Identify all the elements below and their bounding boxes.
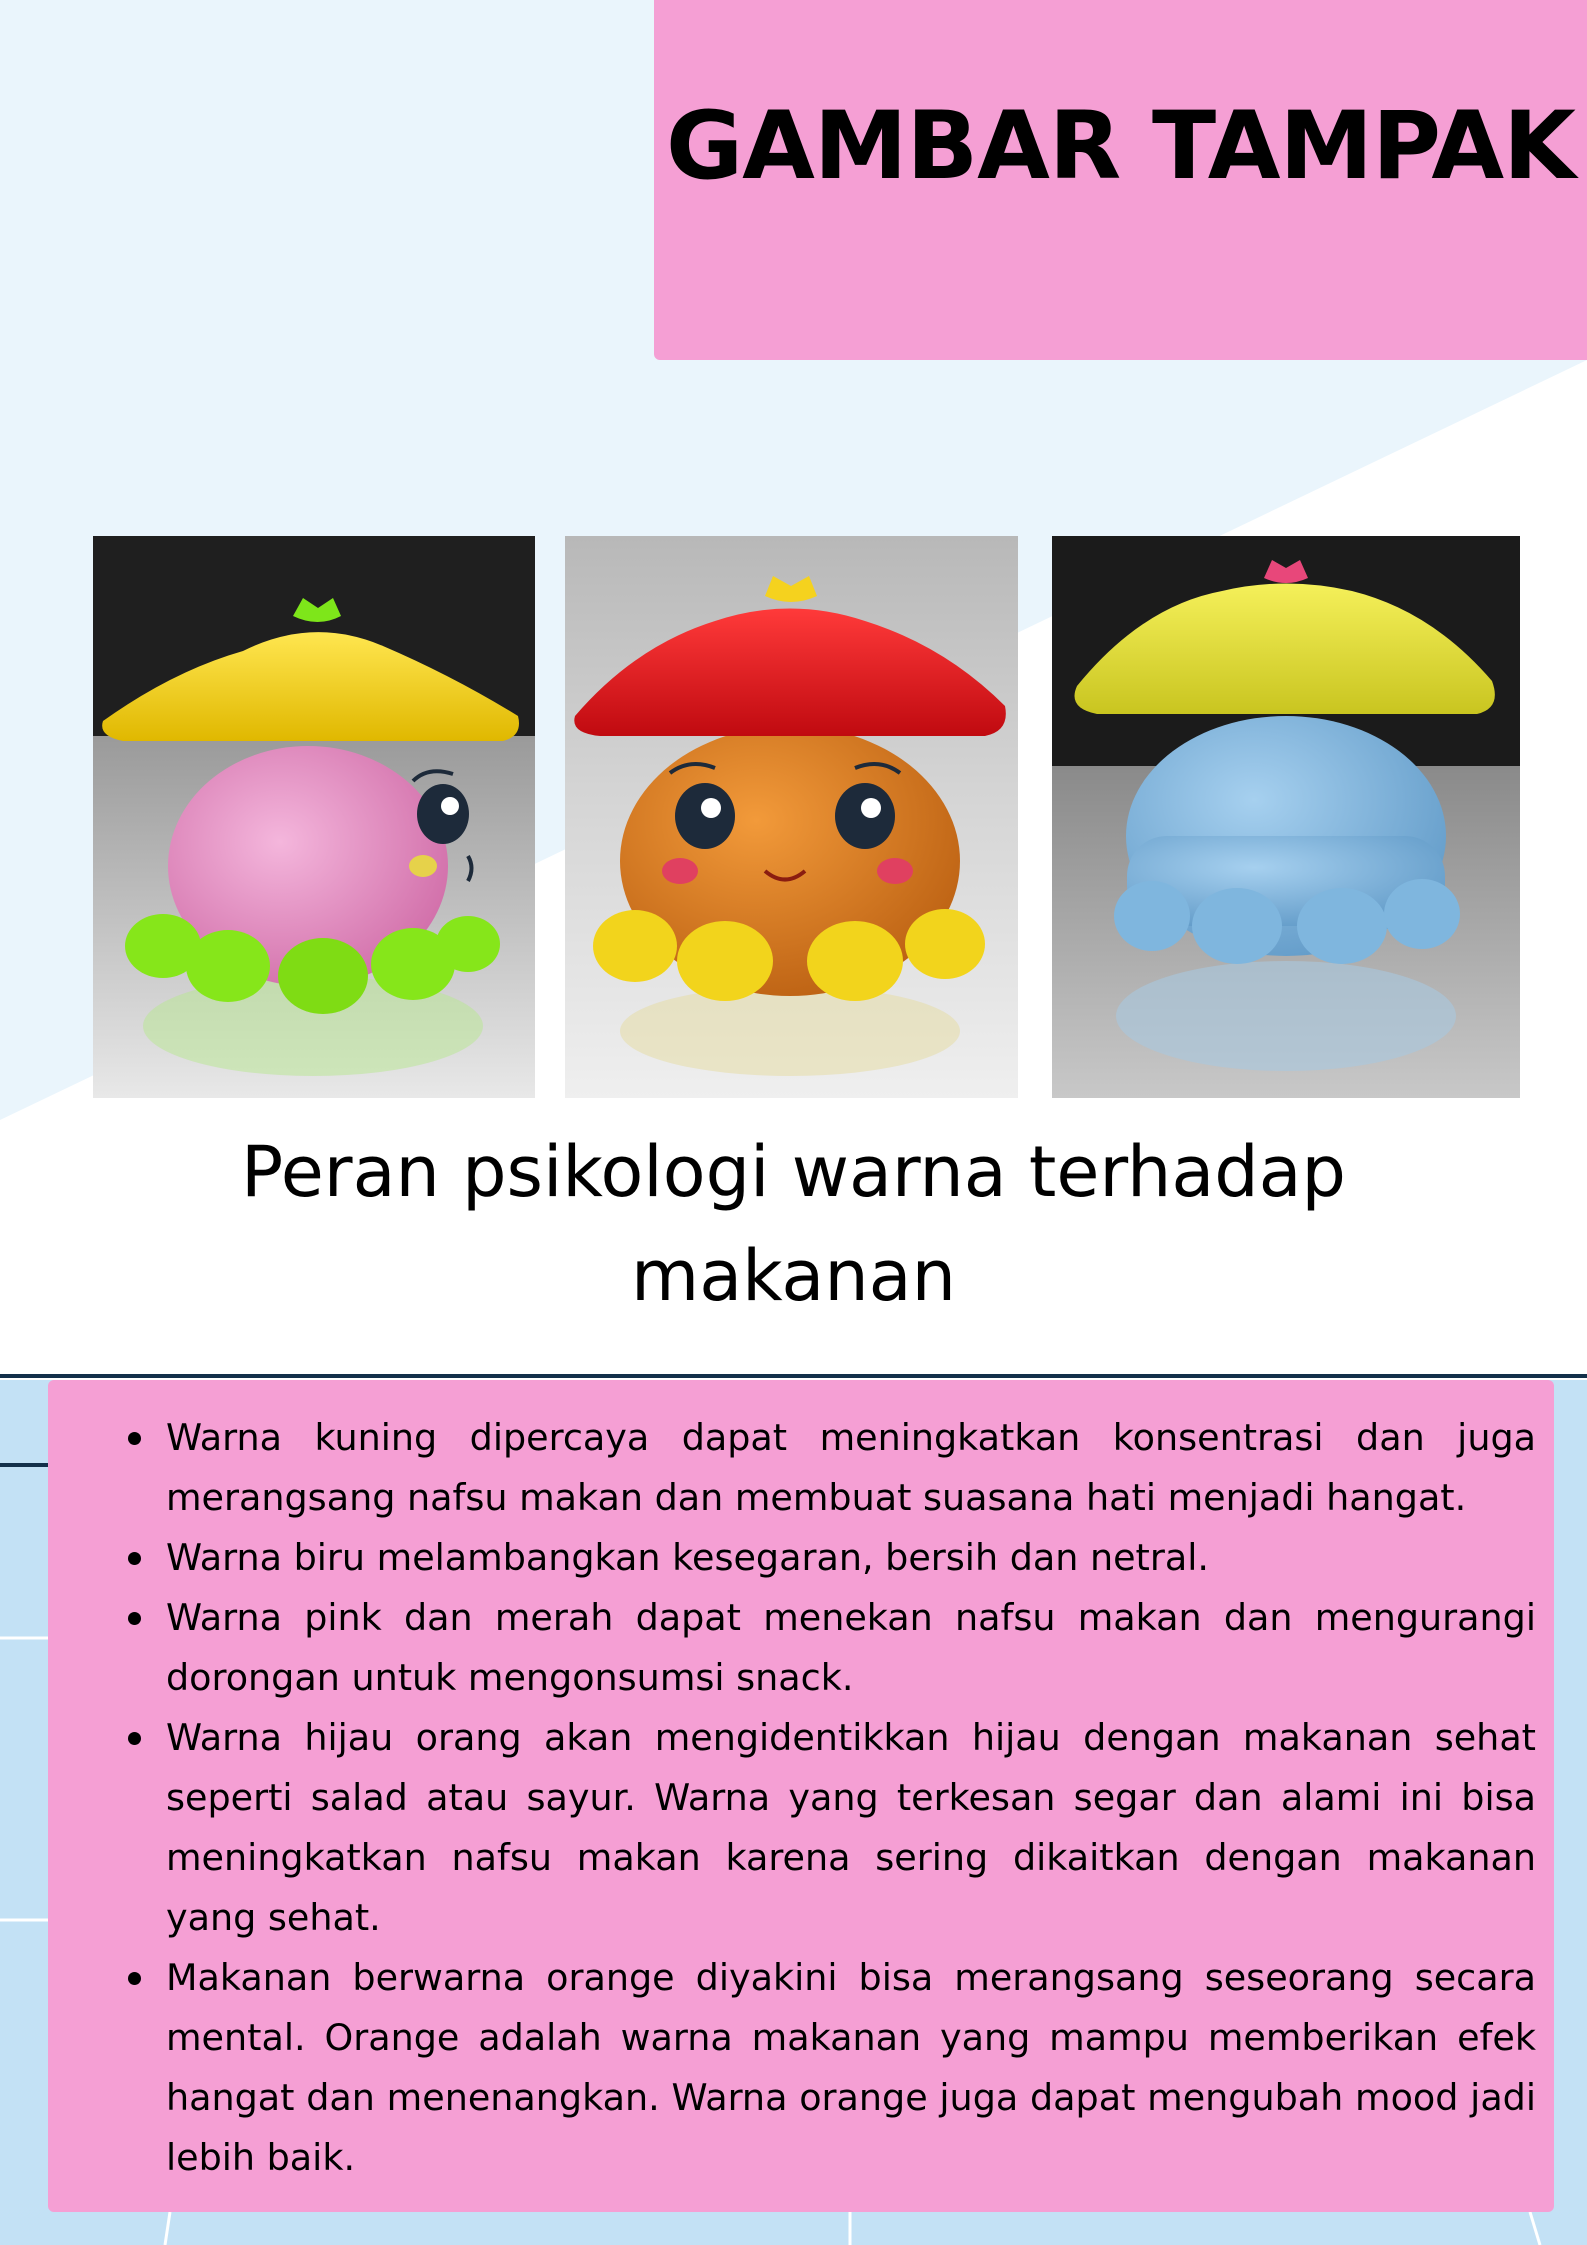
bullet-icon [128, 1552, 141, 1565]
page-title: GAMBAR TAMPAK [666, 92, 1575, 201]
list-item [118, 1708, 1536, 1948]
bullet-icon [128, 1972, 141, 1985]
product-photo-blue [1052, 536, 1520, 1098]
product-photo-orange [565, 536, 1018, 1098]
list-item-text: Warna hijau orang akan mengidentikkan hijau dengan makanan sehat seperti salad atau sayur. Warna yang terkesan segar dan alami ini bisa meningkatkan nafsu makan karena sering dikaitkan dengan makanan yang sehat. [166, 1716, 1536, 1939]
bullet-icon [128, 1732, 141, 1745]
list-item [118, 1948, 1536, 2188]
section-heading [150, 1120, 1437, 1328]
list-item-text: Makanan berwarna orange diyakini bisa merangsang seseorang secara mental. Orange adalah warna makanan yang mampu memberikan efek hangat dan menenangkan. Warna orange juga dapat mengubah mood jadi lebih baik. [166, 1956, 1536, 2179]
product-photo-pink [93, 536, 535, 1098]
bullet-list [118, 1408, 1536, 2188]
list-item-text: Warna kuning dipercaya dapat meningkatkan konsentrasi dan juga merangsang nafsu makan dan membuat suasana hati menjadi hangat. [166, 1416, 1536, 1519]
list-item [118, 1588, 1536, 1708]
list-item [118, 1528, 1536, 1588]
list-item-text: Warna biru melambangkan kesegaran, bersih dan netral. [166, 1536, 1209, 1579]
list-item-text: Warna pink dan merah dapat menekan nafsu makan dan mengurangi dorongan untuk mengonsumsi snack. [166, 1596, 1536, 1699]
bullet-icon [128, 1432, 141, 1445]
description-panel [48, 1380, 1554, 2212]
title-banner [654, 0, 1587, 360]
section-heading-line-1: Peran psikologi warna terhadap [241, 1131, 1346, 1213]
section-heading-line-2: makanan [631, 1235, 956, 1317]
list-item [118, 1408, 1536, 1528]
bullet-icon [128, 1612, 141, 1625]
